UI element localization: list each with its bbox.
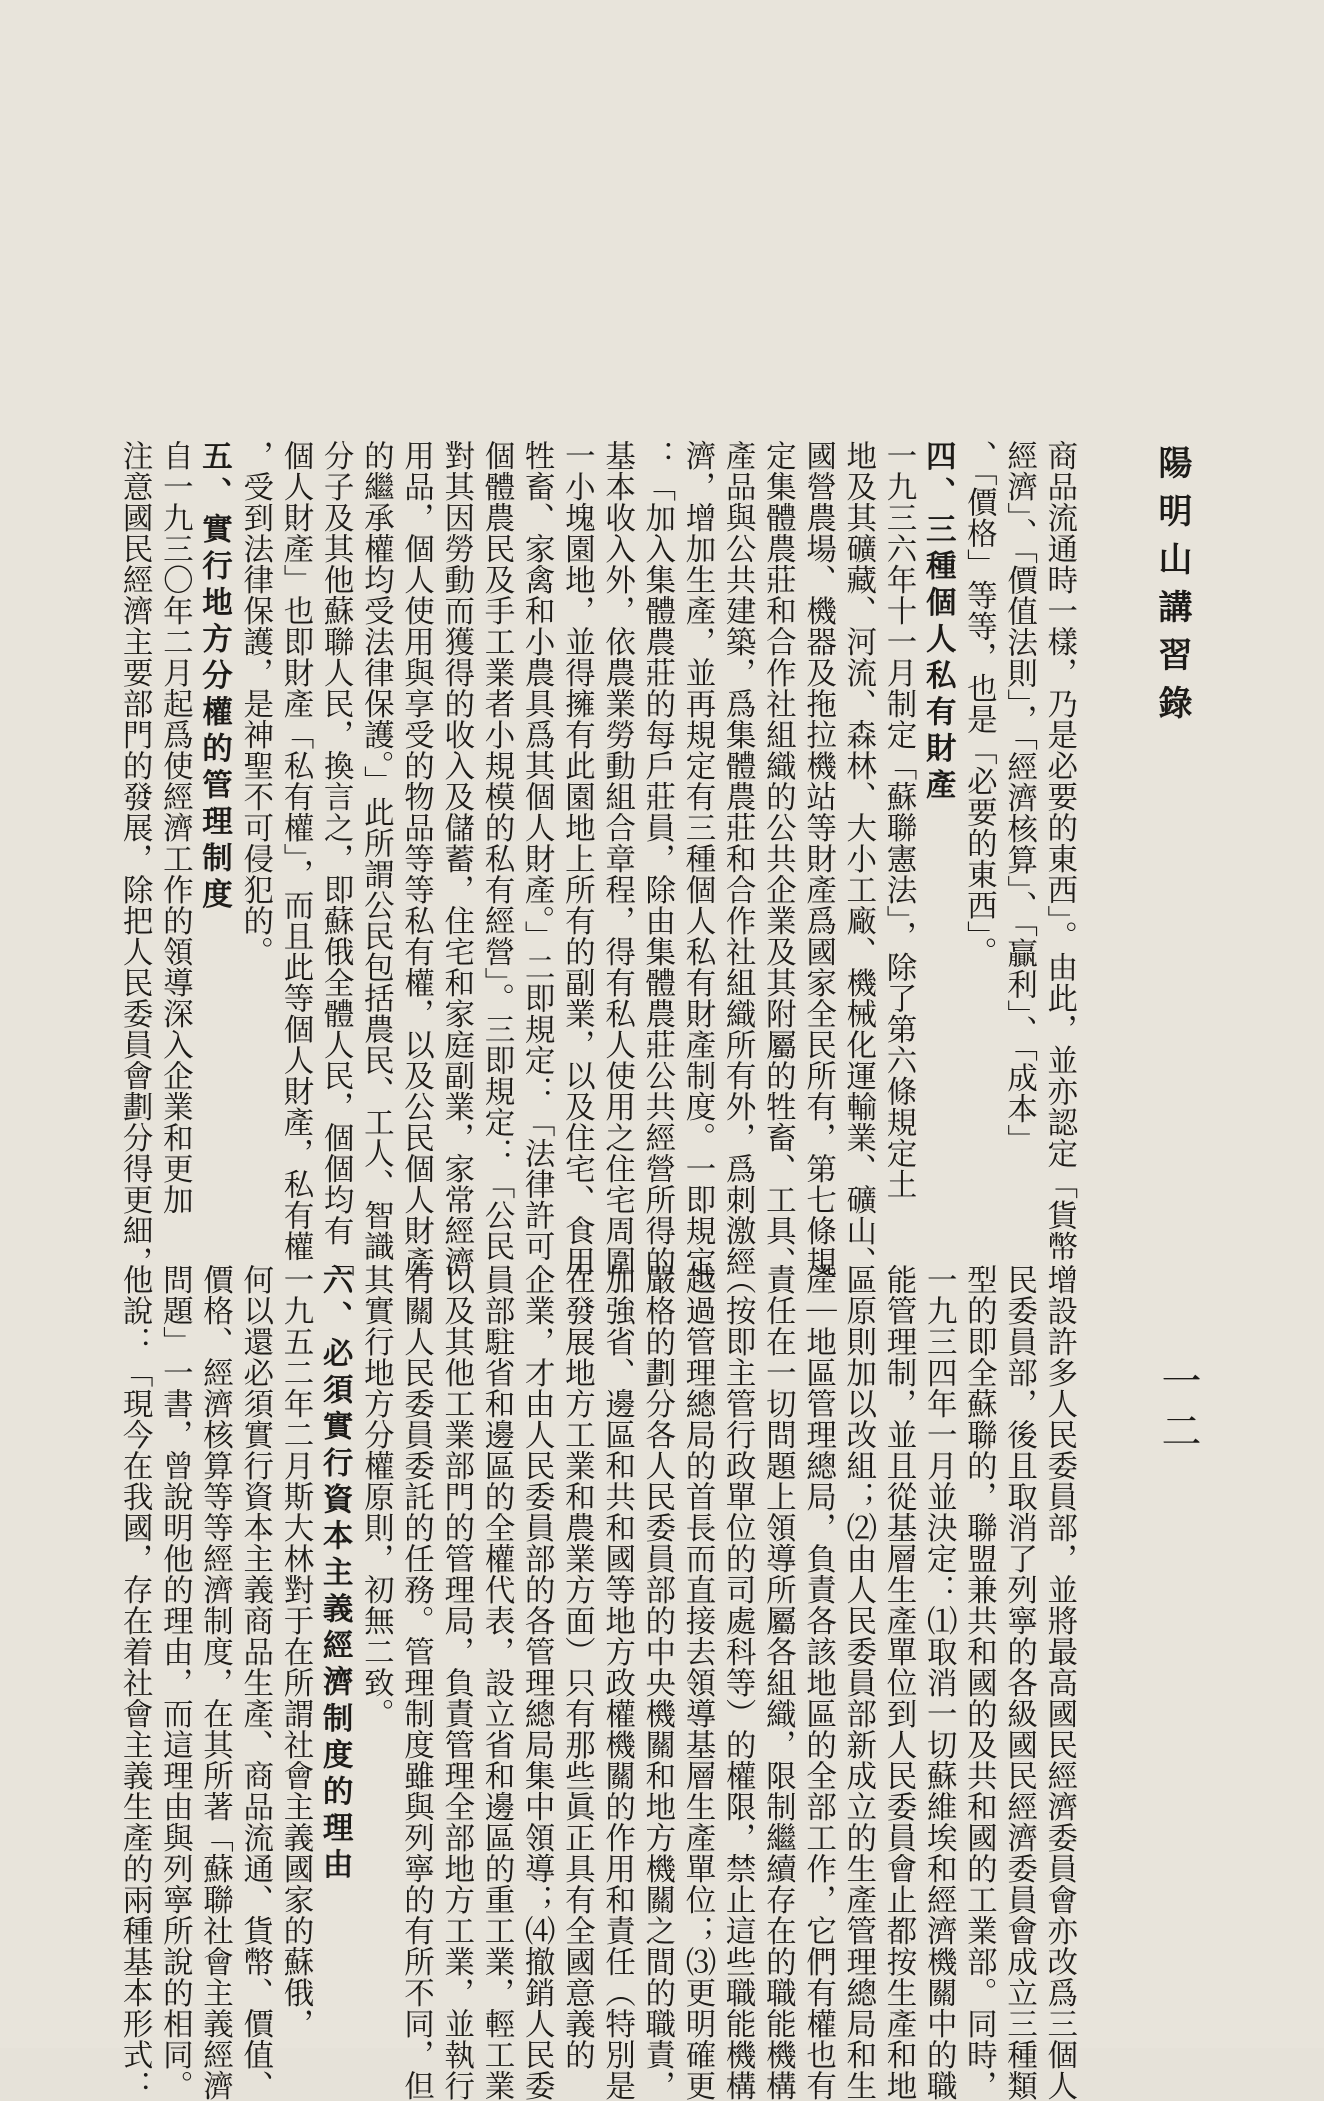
text-line: 問題」一書，曾說明他的理由，而這理由與列寧所說的相同。 xyxy=(157,1264,193,2101)
lower-text-block xyxy=(74,1122,1119,2101)
section-heading-4: 四、三種個人私有財產 xyxy=(920,440,957,805)
running-header-title: 陽明山講習錄 xyxy=(1152,445,1192,733)
text-line: 分子及其他蘇聯人民，換言之，即蘇俄全體人民，個個均有「 xyxy=(318,440,354,1277)
text-line: 價格、經濟核算等等經濟制度，在其所著「蘇聯社會主義經濟 xyxy=(197,1264,233,2101)
text-line: 商品流通時一樣，乃是必要的東西」。由此，並亦認定「貨幣 xyxy=(1041,440,1077,1262)
text-line: ：「加入集體農莊的每戶莊員，除由集體農莊公共經營所得的 xyxy=(639,440,675,1277)
text-line: 的繼承權均受法律保護。」此所謂公民包括農民、工人、智識 xyxy=(358,440,394,1262)
text-line: 一九三四年一月並決定：⑴取消一切蘇維埃和經濟機關中的職 xyxy=(921,1264,957,2101)
text-line: 越過管理總局的首長而直接去領導基層生產單位；⑶更明確更 xyxy=(679,1264,715,2101)
text-line: 他說：「現今在我國，存在着社會主義生產的兩種基本形式： xyxy=(117,1264,153,2101)
text-line: 責任在一切問題上領導所屬各組織，限制繼續存在的職能機構 xyxy=(760,1264,796,2101)
text-line: 注意國民經濟主要部門的發展，除把人民委員會劃分得更細， xyxy=(117,440,153,1277)
text-line: 對其因勞動而獲得的收入及儲蓄，住宅和家庭副業，家常經濟 xyxy=(438,440,474,1277)
text-line: 在發展地方工業和農業方面）只有那些眞正具有全國意義的 xyxy=(559,1264,595,2070)
text-line: 一九三六年十一月制定「蘇聯憲法」，除了第六條規定土 xyxy=(880,440,916,1200)
text-line: 型的即全蘇聯的，聯盟兼共和國的及共和國的工業部。同時， xyxy=(961,1264,997,2101)
text-line: ，受到法律保護，是神聖不可侵犯的。 xyxy=(237,440,273,967)
text-line: 企業，才由人民委員部的各管理總局集中領導；⑷撤銷人民委 xyxy=(519,1264,555,2101)
text-line: 能管理制，並且從基層生產單位到人民委員會止都按生產和地 xyxy=(880,1264,916,2101)
text-line: 、「價格」等等，也是「必要的東西」。 xyxy=(961,440,997,968)
text-line: 何以還必須實行資本主義商品生產、商品流通、貨幣、價值、 xyxy=(237,1264,273,2101)
text-line: 經濟」、「價值法則」，「經濟核算」、「贏利」、「成本」 xyxy=(1001,440,1037,1155)
text-line: 定集體農莊和合作社組織的公共企業及其附屬的牲畜、工具、 xyxy=(760,440,796,1277)
text-line: 用品，個人使用與享受的物品等等私有權，以及公民個人財產 xyxy=(398,440,434,1277)
text-line: 區原則加以改組；⑵由人民委員部新成立的生產管理總局和生 xyxy=(840,1264,876,2101)
text-line: 嚴格的劃分各人民委員部的中央機關和地方機關之間的職責， xyxy=(639,1264,675,2101)
text-line: 員部駐省和邊區的全權代表，設立省和邊區的重工業，輕工業 xyxy=(478,1264,514,2101)
text-line: 有關人民委員委託的任務。管理制度雖與列寧的有所不同，但 xyxy=(398,1264,434,2101)
text-line: 產品與公共建築，爲集體農莊和合作社組織所有外，爲刺激經 xyxy=(720,440,756,1277)
text-line: 國營農場、機器及拖拉機站等財產爲國家全民所有，第七條規 xyxy=(800,440,836,1277)
text-line: （按即主管行政單位的司處科等）的權限，禁止這些職能機構 xyxy=(720,1264,756,2101)
text-line: 一小塊園地，並得擁有此園地上所有的副業，以及住宅、食用 xyxy=(559,440,595,1277)
page-number: 一二 xyxy=(1155,1360,1201,1460)
text-line: 以及其他工業部門的管理局，負責管理全部地方工業，並執行 xyxy=(438,1264,474,2101)
text-line: 個人財產」也即財產「私有權」，而且此等個人財產，私有權 xyxy=(277,440,313,1262)
text-line: 一九五二年二月斯大林對于在所謂社會主義國家的蘇俄， xyxy=(277,1264,313,2039)
text-line: 基本收入外，依農業勞動組合章程，得有私人使用之住宅周圍 xyxy=(599,440,635,1277)
text-line: 個體農民及手工業者小規模的私有經營」。三即規定：「公民 xyxy=(478,440,514,1262)
text-line: 自一九三〇年二月起爲使經濟工作的領導深入企業和更加 xyxy=(157,440,193,1215)
text-line: 濟，增加生產，並再規定有三種個人私有財產制度。一即規定 xyxy=(679,440,715,1277)
text-line: 民委員部，後且取消了列寧的各級國民經濟委員會成立三種類 xyxy=(1001,1264,1037,2101)
section-heading-6: 六、必須實行資本主義經濟制度的理由 xyxy=(317,1264,354,1885)
section-heading-5: 五、實行地方分權的管理制度 xyxy=(196,440,233,915)
text-line: 牲畜、家禽和小農具爲其個人財產。」二即規定：「法律許可 xyxy=(519,440,555,1262)
text-line: 地及其礦藏、河流、森林、大小工廠、機械化運輸業、礦山、 xyxy=(840,440,876,1277)
text-line: 增設許多人民委員部，並將最高國民經濟委員會亦改爲三個人 xyxy=(1041,1264,1077,2101)
text-line: 加強省、邊區和共和國等地方政權機關的作用和責任（特別是 xyxy=(599,1264,635,2101)
text-line: 其實行地方分權原則，初無二致。 xyxy=(358,1264,394,1729)
text-line: 產｜地區管理總局，負責各該地區的全部工作，它們有權也有 xyxy=(800,1264,836,2101)
